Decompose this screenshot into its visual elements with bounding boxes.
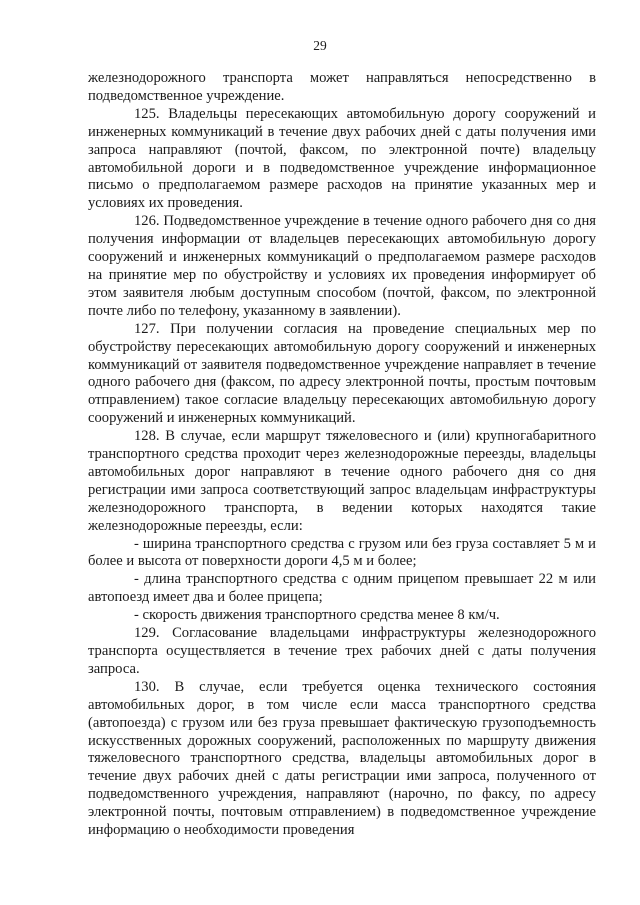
list-item-length: - длина транспортного средства с одним прицепом превышает 22 м или автопоезд имеет два и более прицепа; — [88, 571, 596, 606]
paragraph-125: 125. Владельцы пересекающих автомобильную дорогу сооружений и инженерных коммуникаций в течение двух рабочих дней с даты получения ими запроса направляют (почтой, факсом, по электронной почте) владельцу автомобильной дороги и в подведомственное учреждение информационное письмо о предполагаемом размере расходов на принятие указанных мер и условиях их проведения. — [88, 105, 596, 212]
paragraph-continuation: железнодорожного транспорта может направляться непосредственно в подведомственное учреждение. — [88, 70, 596, 104]
paragraph-130: 130. В случае, если требуется оценка технического состояния автомобильных дорог, в том числе если масса транспортного средства (автопоезда) с грузом или без груза превышает фактическую грузоподъемность искусственных дорожных сооружений, расположенных по маршруту движения тяжеловесного транспортного средства, владельцы автомобильных дорог в течение двух рабочих дней с даты регистрации ими запроса, полученного от подведомственного учреждения, направляют (нарочно, по факсу, по адресу электронной почты, почтовым отправлением) в подведомственное учреждение информацию о необходимости проведения — [88, 678, 596, 839]
paragraph-126: 126. Подведомственное учреждение в течение одного рабочего дня со дня получения информации от владельцев пересекающих автомобильную дорогу сооружений и инженерных коммуникаций о предполагаемом размере расходов на принятие мер по обустройству и условиях их проведения информирует об этом заявителя любым доступным способом (почтой, факсом, по электронной почте либо по телефону, указанному в заявлении). — [88, 213, 596, 319]
list-item-speed: - скорость движения транспортного средства менее 8 км/ч. — [134, 607, 500, 624]
document-body — [88, 70, 596, 840]
paragraph-128: 128. В случае, если маршрут тяжеловесного и (или) крупногабаритного транспортного средства проходит через железнодорожные переезды, владельцы автомобильных дорог направляют в течение одного рабочего дня со дня регистрации ими запроса соответствующий запрос владельцам инфраструктуры железнодорожного транспорта, в ведении которых находятся такие железнодорожные переезды, если: — [88, 428, 596, 534]
paragraph-127: 127. При получении согласия на проведение специальных мер по обустройству пересекающих автомобильную дорогу сооружений и инженерных коммуникаций от заявителя подведомственное учреждение направляет в течение одного рабочего дня (факсом, по адресу электронной почты, простым почтовым отправлением) такое согласие владельцу пересекающих автомобильную дорогу сооружений и инженерных коммуникаций. — [88, 320, 596, 427]
paragraph-129: 129. Согласование владельцами инфраструктуры железнодорожного транспорта осуществляется в течение трех рабочих дней с даты получения запроса. — [88, 625, 596, 677]
page-number: 29 — [313, 38, 327, 53]
list-item-width: - ширина транспортного средства с грузом или без груза составляет 5 м и более и высота от поверхности дороги 4,5 м и более; — [88, 535, 596, 570]
